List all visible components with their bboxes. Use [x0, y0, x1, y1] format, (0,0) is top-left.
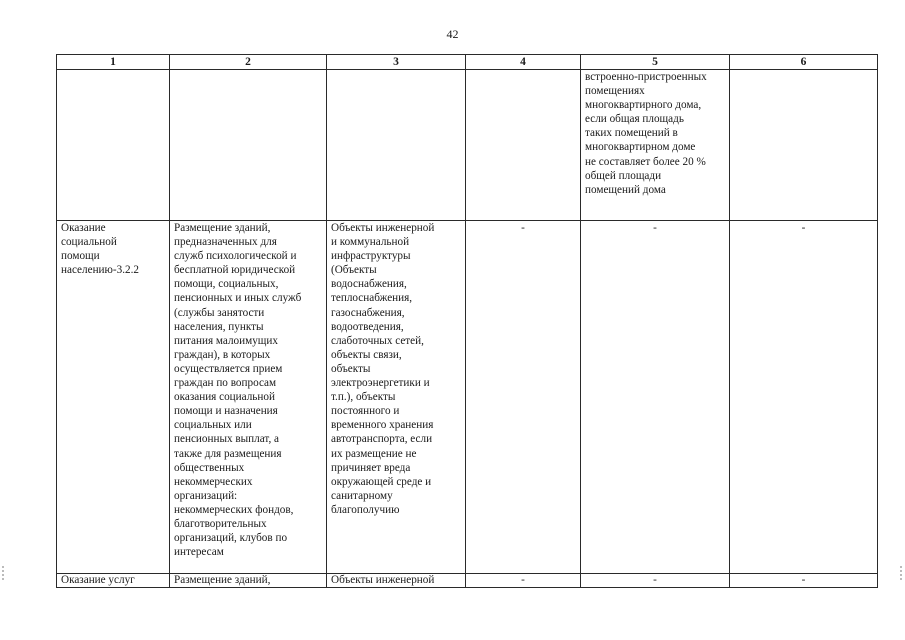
table-cell: - — [581, 221, 730, 574]
table-cell — [57, 221, 170, 574]
table-cell: - — [730, 221, 878, 574]
scan-edge-mark — [2, 566, 4, 580]
table-row-services — [57, 574, 878, 588]
table-row-continuation — [57, 70, 878, 221]
auxiliary-uses: Объекты инженерной и коммунальной инфраструктуры (Объекты водоснабжения, теплоснабжения, газоснабжения, водоотведения, слаботочных сетей, объекты связи, объекты электроэнергетики и т.п.), объекты постоянного и временного хранения автотранспорта, если их размещение не причиняет вреда окружающей среде и санитарному благополучию — [331, 222, 435, 516]
column-header-4: 4 — [466, 55, 581, 70]
table-header-row — [57, 55, 878, 70]
land-use-description: Размещение зданий, — [174, 574, 271, 586]
table-cell — [730, 70, 878, 221]
table-cell — [170, 221, 327, 574]
table-cell — [327, 221, 466, 574]
land-use-type: Оказание социальной помощи населению-3.2.2 — [61, 222, 140, 277]
table-cell — [170, 574, 327, 588]
table-cell: - — [466, 221, 581, 574]
table-cell — [466, 70, 581, 221]
table-cell — [581, 70, 730, 221]
page-number: 42 — [446, 27, 459, 41]
table-row-social-assistance — [57, 221, 878, 574]
table-cell — [57, 574, 170, 588]
scan-edge-mark — [900, 566, 902, 580]
land-use-table — [56, 54, 878, 588]
table-cell — [327, 70, 466, 221]
table-cell: - — [466, 574, 581, 588]
column-header-6: 6 — [730, 55, 878, 70]
conditions-text: встроенно-пристроенных помещениях многоквартирного дома, если общая площадь таких помещений в многоквартирном доме не составляет более 20 % общей площади помещений дома — [585, 71, 707, 196]
land-use-type: Оказание услуг — [61, 574, 135, 586]
column-header-1: 1 — [57, 55, 170, 70]
table-cell: - — [581, 574, 730, 588]
column-header-2: 2 — [170, 55, 327, 70]
table-cell — [170, 70, 327, 221]
table-cell — [57, 70, 170, 221]
table-cell — [327, 574, 466, 588]
auxiliary-uses: Объекты инженерной — [331, 574, 435, 586]
column-header-3: 3 — [327, 55, 466, 70]
table-cell: - — [730, 574, 878, 588]
column-header-5: 5 — [581, 55, 730, 70]
land-use-description: Размещение зданий, предназначенных для служб психологической и бесплатной юридической помощи, социальных, пенсионных и иных служб (службы занятости населения, пункты питания малоимущих граждан), в которых осуществляется прием граждан по вопросам оказания социальной помощи и назначения социальных или пенсионных выплат, а также для размещения общественных некоммерческих организаций: некоммерческих фондов, благотворительных организаций, клубов по интересам — [174, 222, 302, 559]
